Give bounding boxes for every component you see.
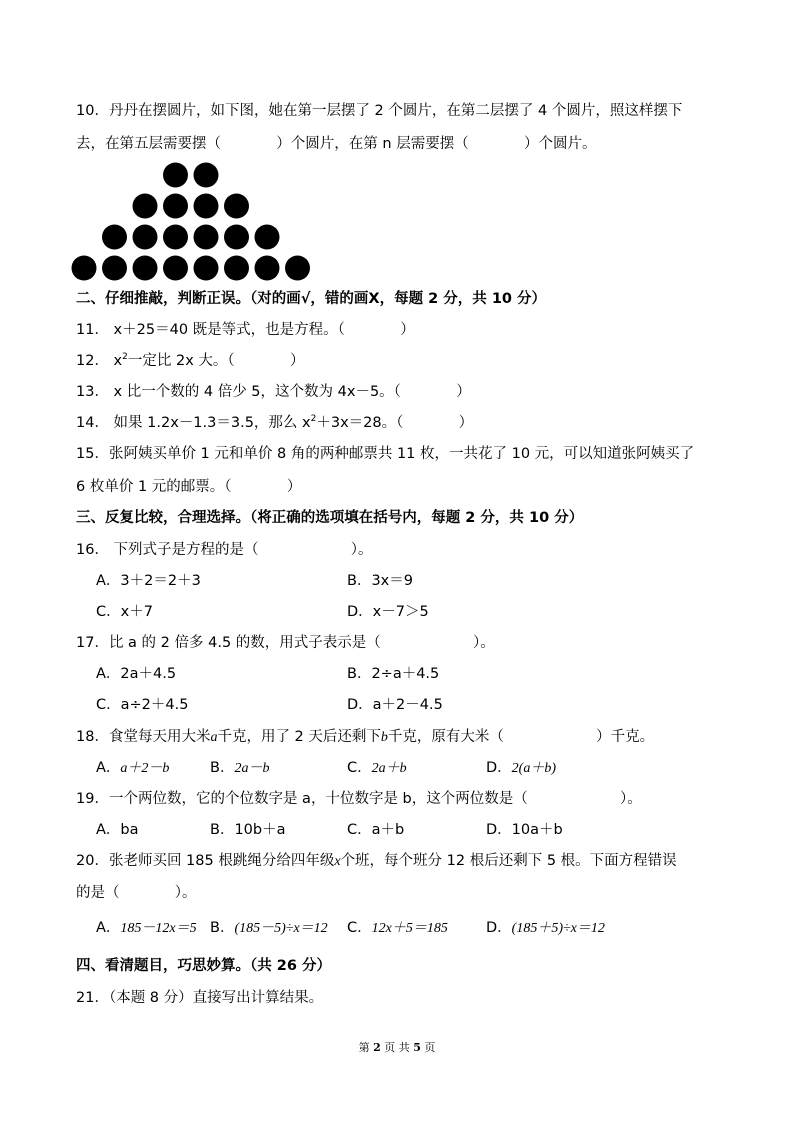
disc [133, 256, 158, 281]
q15-line2: 6 枚单价 1 元的邮票。（ ） [76, 479, 302, 495]
q16-stem: 16． 下列式子是方程的是（ ）。 [76, 542, 373, 558]
q20-option-c: C．12x＋5＝185 [347, 920, 448, 936]
q13-text: 13． x 比一个数的 4 倍少 5，这个数为 4x－5。（ ） [76, 384, 471, 400]
q17-option-a: A．2a＋4.5 [96, 666, 177, 682]
q15-line1: 15．张阿姨买单价 1 元和单价 8 角的两种邮票共 11 枚，一共花了 10 元，可以知道张阿姨买了 [76, 446, 695, 462]
q14-text: 14． 如果 1.2x－1.3＝3.5，那么 $x^2+3x=28$。（ ） [76, 414, 474, 431]
disc [255, 256, 280, 281]
section3-heading: 三、反复比较，合理选择。（将正确的选项填在括号内，每题 2 分，共 10 分） [76, 510, 584, 526]
q19-option-a: A．ba [96, 822, 139, 838]
q20-line1: 20．张老师买回 185 根跳绳分给四年级x个班，每个班分 12 根后还剩下 5 根。下面方程错误 [76, 853, 677, 869]
q20-option-d: D．(185＋5)÷x＝12 [486, 920, 605, 936]
q19-option-d: D．10a＋b [486, 822, 563, 838]
q21-text: 21．（本题 8 分）直接写出计算结果。 [76, 990, 324, 1006]
q19-stem: 19．一个两位数，它的个位数字是 a，十位数字是 b，这个两位数是（ ）。 [76, 791, 642, 807]
q18-option-b: B．2a－b [210, 760, 270, 776]
disc [224, 256, 249, 281]
q19-option-b: B．10b＋a [210, 822, 286, 838]
disc [194, 163, 219, 188]
disc [102, 256, 127, 281]
disc [224, 225, 249, 250]
disc-pyramid-figure [70, 160, 330, 284]
disc [163, 256, 188, 281]
section4-heading: 四、看清题目，巧思妙算。（共 26 分） [76, 958, 332, 974]
q20-line2: 的是（ ）。 [76, 885, 197, 901]
q17-stem: 17．比 a 的 2 倍多 4.5 的数，用式子表示是（ ）。 [76, 635, 495, 651]
disc [194, 225, 219, 250]
page-number: 2 [373, 1041, 381, 1054]
section2-heading: 二、仔细推敲，判断正误。（对的画√，错的画Ⅹ，每题 2 分，共 10 分） [76, 291, 547, 307]
disc [72, 256, 97, 281]
q16-option-b: B．3x＝9 [347, 573, 413, 589]
disc [133, 225, 158, 250]
disc [163, 163, 188, 188]
q20-option-a: A．185－12x＝5 [96, 920, 197, 936]
disc [285, 256, 310, 281]
q12-text: 12． $x^2$一定比 2x 大。（ ） [76, 352, 305, 369]
q17-option-d: D．a＋2－4.5 [347, 697, 443, 713]
disc [163, 225, 188, 250]
q18-option-d: D．2(a＋b) [486, 760, 556, 776]
q16-option-c: C．x＋7 [96, 604, 153, 620]
q10-line1: 10．丹丹在摆圆片，如下图，她在第一层摆了 2 个圆片，在第二层摆了 4 个圆片，照这样摆下 [76, 103, 683, 119]
disc [194, 256, 219, 281]
q16-option-a: A．3＋2＝2＋3 [96, 573, 201, 589]
q10-line2: 去，在第五层需要摆（ ）个圆片，在第 n 层需要摆（ ）个圆片。 [76, 136, 597, 152]
disc [102, 225, 127, 250]
q18-option-c: C．2a＋b [347, 760, 407, 776]
disc [163, 194, 188, 219]
page-footer: 第 2 页 共 5 页 [358, 1041, 436, 1054]
disc [224, 194, 249, 219]
q18-option-a: A．a＋2－b [96, 760, 170, 776]
q17-option-c: C．a÷2＋4.5 [96, 697, 189, 713]
page-total: 5 [413, 1041, 421, 1054]
q11-text: 11． x＋25＝40 既是等式，也是方程。（ ） [76, 322, 415, 338]
q17-option-b: B．2÷a＋4.5 [347, 666, 440, 682]
disc [194, 194, 219, 219]
q19-option-c: C．a＋b [347, 822, 405, 838]
disc [133, 194, 158, 219]
q16-option-d: D．x－7＞5 [347, 604, 429, 620]
q20-option-b: B．(185－5)÷x＝12 [210, 920, 328, 936]
q18-stem: 18．食堂每天用大米a千克，用了 2 天后还剩下b千克，原有大米（ ）千克。 [76, 729, 655, 745]
disc [255, 225, 280, 250]
